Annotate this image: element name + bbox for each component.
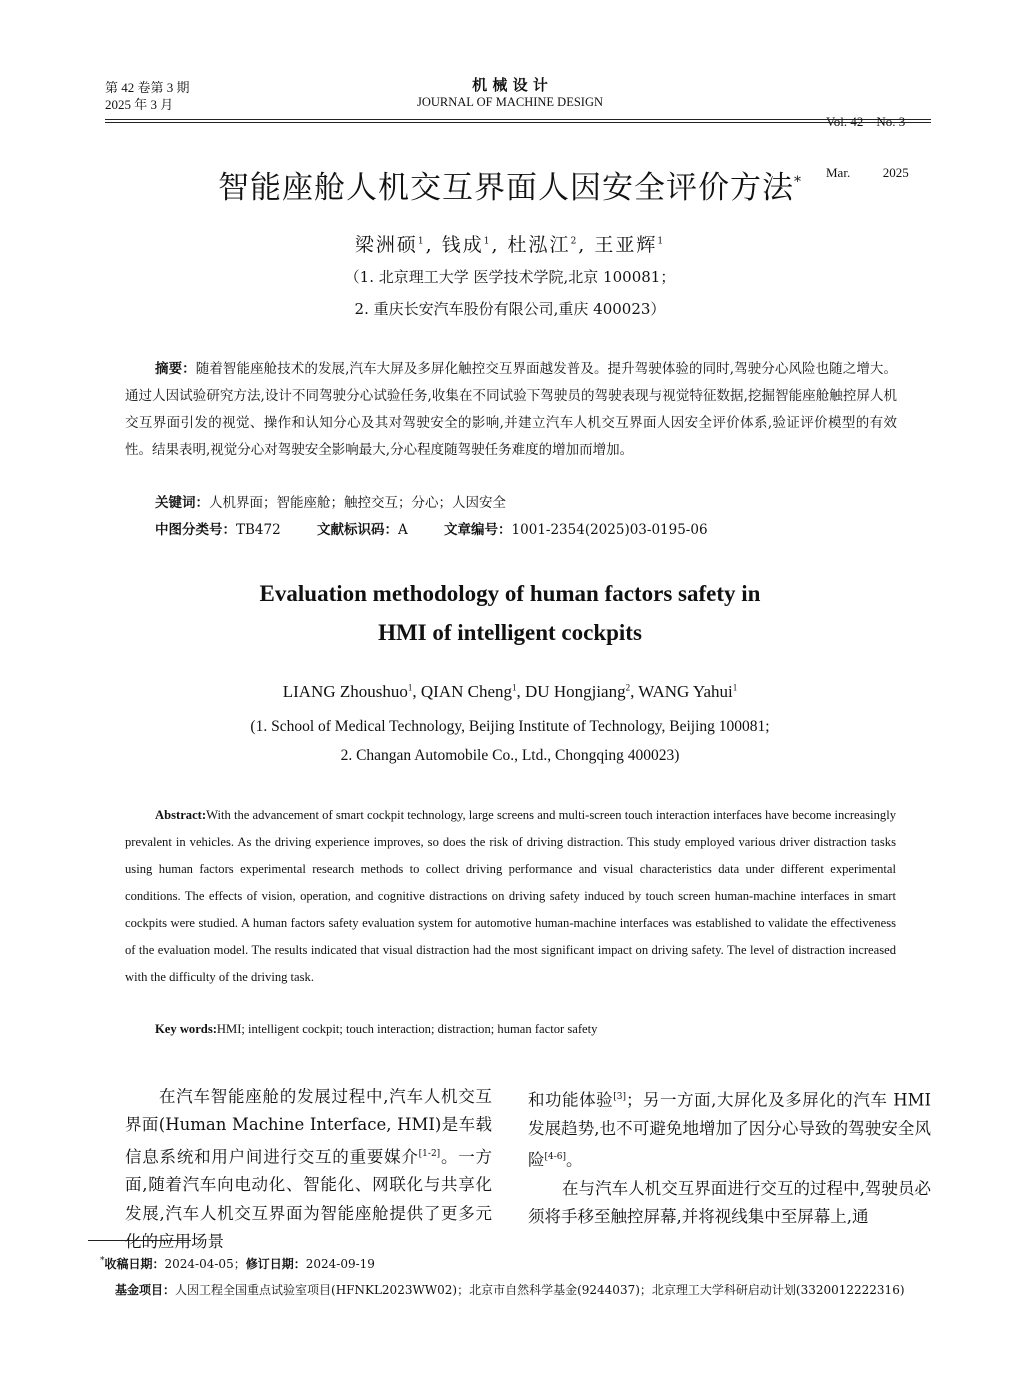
abstract-text: 随着智能座舱技术的发展,汽车大屏及多屏化触控交互界面越发普及。提升驾驶体验的同时,驾驶分心风险也随之增大。通过人因试验研究方法,设计不同驾驶分心试验任务,收集在不同试验下驾驶员的驾驶表现与视觉特征数据,挖掘智能座舱触控屏人机交互界面引发的视觉、操作和认知分心及其对驾驶安全的影响,并建立汽车人机交互界面人因安全评价体系,验证评价模型的有效性。结果表明,视觉分心对驾驶安全影响最大,分心程度随驾驶任务难度的增加而增加。 — [125, 361, 897, 458]
affil-mark: 1 — [732, 682, 738, 693]
body-text: 在汽车智能座舱的发展过程中,汽车人机交互界面(Human Machine Interface, HMI)是车载信息系统和用户间进行交互的重要媒介 — [125, 1087, 492, 1167]
body-text: 。 — [566, 1150, 583, 1170]
fund-label: 基金项目： — [115, 1283, 176, 1297]
footnote-mark: * — [794, 174, 802, 190]
body-column-right — [528, 1083, 931, 1231]
keywords-label: 关键词： — [155, 495, 209, 511]
body-text: 和功能体验 — [528, 1090, 614, 1110]
keywords-en — [155, 1022, 597, 1037]
abstract-label: 摘要： — [155, 361, 196, 377]
revised-label: 修订日期： — [245, 1257, 306, 1271]
body-column-left — [125, 1083, 492, 1256]
received-date: 2024-04-05； — [164, 1257, 246, 1271]
footnote-rule — [88, 1240, 191, 1241]
affiliation-zh: 2. 重庆长安汽车股份有限公司,重庆 400023） — [354, 300, 666, 318]
paragraph — [125, 1083, 492, 1256]
affiliation-en: 2. Changan Automobile Co., Ltd., Chongqing 400023) — [340, 747, 680, 764]
month-year: Mar. 2025 — [826, 165, 909, 180]
affil-mark: 2 — [625, 682, 631, 693]
paragraph — [528, 1083, 931, 1175]
authors-en: LIANG Zhoushuo$^1$, QIAN Cheng$^1$, DU Hongjiang$^2$, WANG Yahui$^1$ — [282, 682, 738, 701]
article-no-label: 文章编号： — [444, 522, 512, 538]
affil-mark: 1 — [512, 682, 517, 693]
author: 钱成 — [441, 234, 484, 256]
body-text: ；另一方面,大屏化及多屏化的汽车 HMI 发展趋势,也不可避免地增加了因分心导致的驾驶安全风险 — [528, 1090, 931, 1170]
author: WANG Yahui — [638, 682, 733, 701]
header-rule — [105, 119, 931, 120]
title-en-line: Evaluation methodology of human factors safety in — [259, 581, 761, 606]
journal-name-en: JOURNAL OF MACHINE DESIGN — [417, 95, 603, 109]
title-text: 智能座舱人机交互界面人因安全评价方法 — [218, 170, 794, 206]
affil-mark: 1 — [657, 236, 666, 247]
keywords-label: Key words: — [155, 1022, 217, 1036]
vol-no: Vol. 42 No. 3 — [826, 114, 906, 129]
author: 王亚辉 — [594, 234, 658, 256]
author: DU Hongjiang — [525, 682, 626, 701]
classification-info — [155, 518, 708, 538]
author: 梁洲硕 — [354, 234, 418, 256]
keywords-text: 人机界面；智能座舱；触控交互；分心；人因安全 — [209, 495, 506, 511]
author: LIANG Zhoushuo — [282, 682, 408, 701]
received-label: 收稿日期： — [104, 1257, 165, 1271]
citation: [1-2] — [418, 1148, 441, 1159]
author: QIAN Cheng — [420, 682, 513, 701]
body-text: 在与汽车人机交互界面进行交互的过程中,驾驶员必须将手移至触控屏幕,并将视线集中至屏幕上,通 — [528, 1178, 931, 1227]
revised-date: 2024-09-19 — [305, 1257, 375, 1271]
doc-code-label: 文献标识码： — [317, 522, 398, 538]
volume-issue: 第 42 卷第 3 期 — [105, 80, 190, 95]
affiliation-zh: （1. 北京理工大学 医学技术学院,北京 100081； — [344, 268, 676, 286]
affil-mark: 1 — [483, 236, 492, 247]
title-zh — [0, 162, 1020, 207]
citation: [4-6] — [544, 1152, 567, 1163]
fund-text: 人因工程全国重点试验室项目(HFNKL2023WW02)；北京市自然科学基金(9244037)；北京理工大学科研启动计划(3320012222316) — [175, 1283, 905, 1297]
doc-code-value: A — [398, 522, 408, 538]
paragraph — [528, 1175, 931, 1232]
article-no-value: 1001-2354(2025)03-0195-06 — [511, 522, 708, 538]
author: 杜泓江 — [507, 234, 571, 256]
affil-mark: 1 — [407, 682, 413, 693]
footnote-fund — [115, 1281, 905, 1298]
keywords-text: HMI; intelligent cockpit; touch interaction; distraction; human factor safety — [216, 1022, 598, 1036]
affiliation-en: (1. School of Medical Technology, Beijing Institute of Technology, Beijing 100081; — [250, 718, 770, 735]
footnote-mark: * — [100, 1256, 105, 1266]
abstract-text: With the advancement of smart cockpit technology, large screens and multi-screen touch interaction interfaces have become increasingly prevalent in vehicles. As the driving experience improves, so does the risk of driving distraction. This study employed various driver distraction tasks using human factors experimental research methods to collect driving performance and visual characteristics data under different experimental conditions. The effects of vision, operation, and cognitive distractions on driving safety induced by touch screen human-machine interfaces in smart cockpits were studied. A human factors safety evaluation system for automotive human-machine interfaces was established to validate the effectiveness of the evaluation model. The results indicated that visual distraction had the most significant impact on driving safety. The level of distraction increased with the difficulty of the driving task. — [125, 808, 896, 984]
abstract-zh — [125, 356, 897, 464]
affil-mark: 1 — [417, 236, 426, 247]
body-text: 。一方面,随着汽车向电动化、智能化、网联化与共享化发展,汽车人机交互界面为智能座舱提供了更多元化的应用场景 — [125, 1147, 493, 1251]
abstract-label: Abstract: — [155, 808, 207, 822]
clc-label: 中图分类号： — [155, 522, 236, 538]
title-en-line: HMI of intelligent cockpits — [378, 620, 642, 645]
journal-name-zh: 机 械 设 计 — [472, 76, 548, 94]
abstract-en — [125, 802, 896, 991]
title-en — [0, 574, 1020, 652]
clc-value: TB472 — [236, 522, 281, 538]
header-rule — [105, 122, 931, 123]
footnote-dates — [100, 1255, 375, 1272]
keywords-zh — [155, 491, 506, 511]
citation: [3] — [613, 1092, 626, 1102]
affil-mark: 2 — [570, 236, 579, 247]
authors-zh: 梁洲硕$^1$, 钱成$^1$, 杜泓江$^2$, 王亚辉$^1$ — [354, 234, 666, 256]
issue-date: 2025 年 3 月 — [105, 97, 174, 112]
